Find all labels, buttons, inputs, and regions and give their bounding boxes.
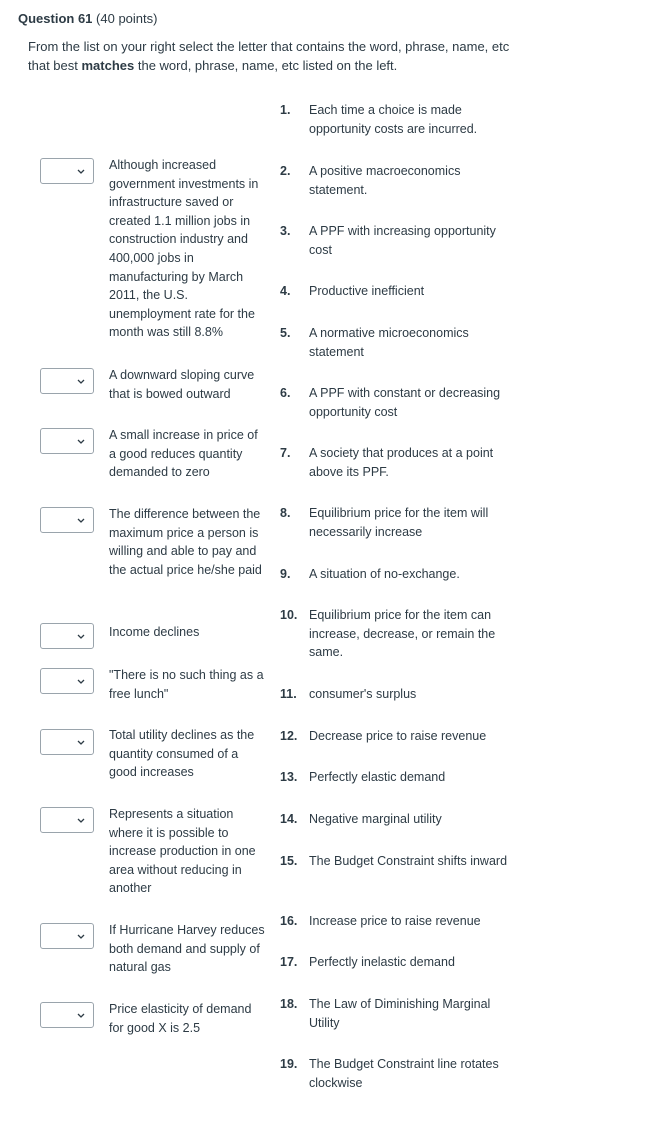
option-text: Equilibrium price for the item will necessarily increase [309,506,489,539]
option-text: The Law of Diminishing Marginal Utility [309,997,491,1030]
option-number: 19. [280,1057,298,1071]
option-text: A PPF with constant or decreasing opportunity cost [309,386,501,419]
left-item: A small increase in price of a good reduces quantity demanded to zero [109,428,258,480]
option-text: The Budget Constraint shifts inward [309,854,508,868]
match-select-9[interactable] [40,923,94,949]
match-select-1[interactable] [40,158,94,184]
chevron-down-icon [77,818,85,823]
option-text: Equilibrium price for the item can increase, decrease, or remain the same. [309,608,496,660]
option-text: Negative marginal utility [309,812,442,826]
left-item: Although increased government investments in infrastructure saved or created 1.1 million jobs in construction industry and 400,000 jobs in manufacturing by March 2011, the U.S. unemployment rate for the month was still 8.8% [109,158,259,340]
chevron-down-icon [77,439,85,444]
instruction-text-end: the word, phrase, name, etc listed on the left. [134,58,398,73]
option-text: Decrease price to raise revenue [309,729,487,743]
option-text: Perfectly inelastic demand [309,955,455,969]
question-points: (40 points) [96,11,158,26]
option-number: 10. [280,608,298,622]
left-item: Total utility declines as the quantity consumed of a good increases [109,728,255,780]
chevron-down-icon [77,169,85,174]
option-number: 11. [280,687,297,701]
match-select-3[interactable] [40,428,94,454]
option-number: 16. [280,914,298,928]
chevron-down-icon [77,634,85,639]
option-text: Perfectly elastic demand [309,770,446,784]
option-text: Productive inefficient [309,284,425,298]
option-text: A positive macroeconomics statement. [309,164,461,197]
left-item: Price elasticity of demand for good X is 2.5 [109,1002,252,1035]
option-text: A PPF with increasing opportunity cost [309,224,496,257]
chevron-down-icon [77,1013,85,1018]
option-text: A normative microeconomics statement [309,326,469,359]
option-text: Each time a choice is made opportunity costs are incurred. [309,103,478,136]
left-item: A downward sloping curve that is bowed outward [109,368,255,401]
match-select-4[interactable] [40,507,94,533]
left-item: The difference between the maximum price a person is willing and able to pay and the actual price he/she paid [109,507,262,577]
left-item: "There is no such thing as a free lunch" [109,668,264,701]
question-instructions [28,37,528,75]
option-number: 8. [280,506,291,520]
instruction-text: From the list on your right select the letter that contains the word, phrase, name, etc that best [28,39,510,73]
match-select-10[interactable] [40,1002,94,1028]
option-number: 12. [280,729,298,743]
match-select-5[interactable] [40,623,94,649]
match-select-8[interactable] [40,807,94,833]
option-number: 6. [280,386,291,400]
option-text: The Budget Constraint line rotates clockwise [309,1057,499,1090]
chevron-down-icon [77,740,85,745]
left-item: Income declines [109,625,200,639]
instruction-bold: matches [81,58,135,73]
option-text: A situation of no-exchange. [309,567,460,581]
option-number: 9. [280,567,291,581]
chevron-down-icon [77,934,85,939]
option-number: 2. [280,164,291,178]
option-number: 17. [280,955,298,969]
match-select-6[interactable] [40,668,94,694]
option-text: Increase price to raise revenue [309,914,481,928]
option-number: 3. [280,224,291,238]
option-number: 15. [280,854,298,868]
option-text: A society that produces at a point above its PPF. [309,446,494,479]
left-item: If Hurricane Harvey reduces both demand and supply of natural gas [109,923,265,975]
option-number: 5. [280,326,291,340]
option-number: 7. [280,446,291,460]
option-text: consumer's surplus [309,687,417,701]
match-select-7[interactable] [40,729,94,755]
option-number: 14. [280,812,298,826]
match-select-2[interactable] [40,368,94,394]
chevron-down-icon [77,679,85,684]
option-number: 4. [280,284,291,298]
option-number: 1. [280,103,291,117]
question-header [18,11,157,26]
chevron-down-icon [77,379,85,384]
question-title: Question 61 [18,11,93,26]
chevron-down-icon [77,518,85,523]
left-item: Represents a situation where it is possible to increase production in one area without reducing in another [109,807,256,896]
option-number: 13. [280,770,298,784]
option-number: 18. [280,997,298,1011]
